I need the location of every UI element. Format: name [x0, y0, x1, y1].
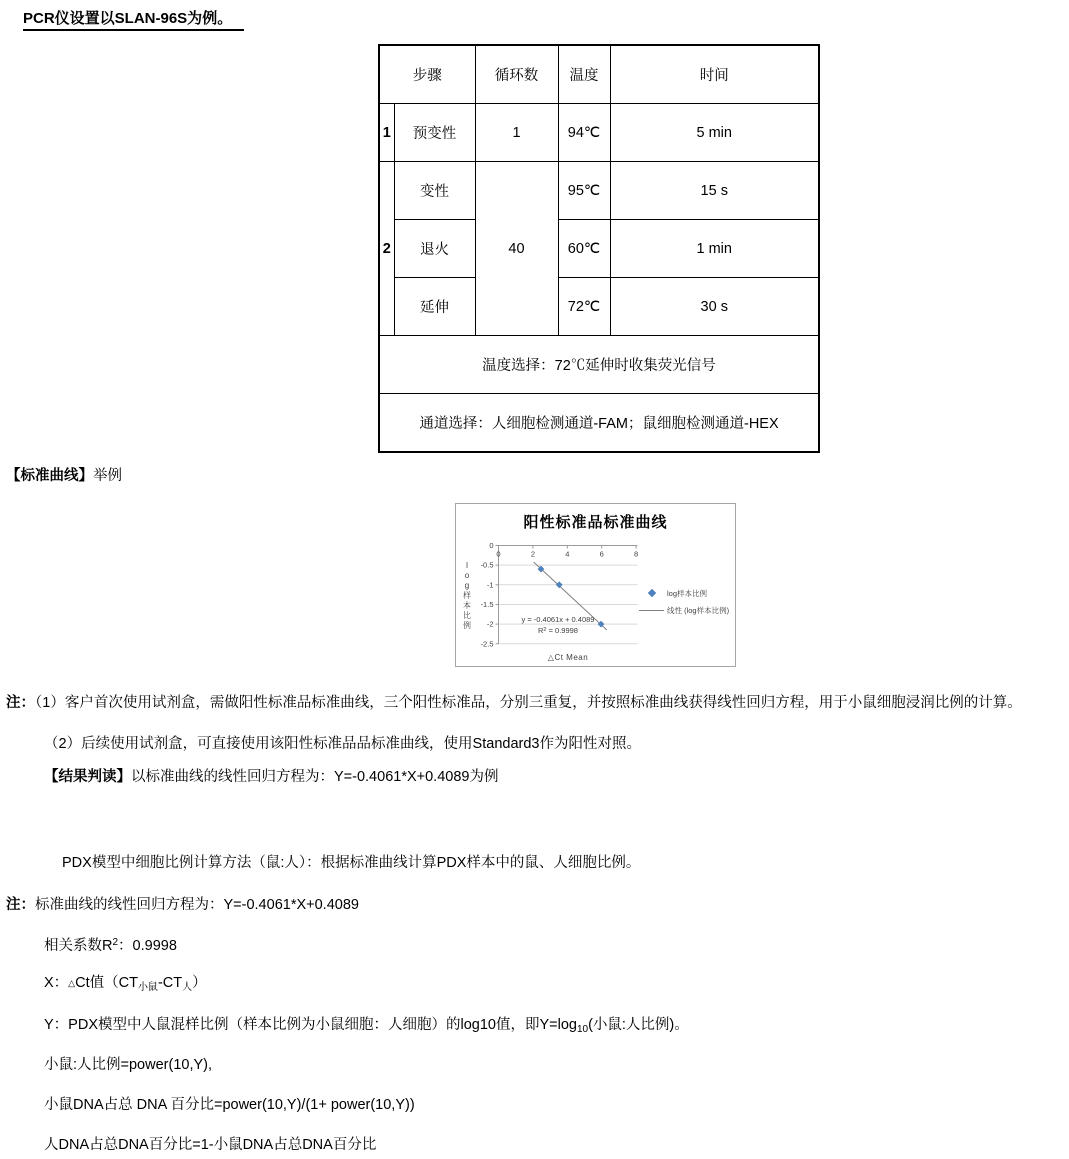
header-time: 时间	[610, 45, 819, 104]
mouse-dna-formula-line: 小鼠DNA占总 DNA 百分比=power(10,Y)/(1+ power(10,Y))	[44, 1097, 415, 1113]
header-cycles: 循环数	[475, 45, 558, 104]
svg-text:4: 4	[565, 549, 570, 559]
cell-time-15s: 15 s	[610, 162, 819, 220]
cell-temp-72: 72℃	[558, 278, 610, 336]
table-row-denaturation	[379, 162, 819, 220]
diamond-marker-icon	[647, 589, 655, 597]
svg-text:8: 8	[634, 549, 639, 559]
ratio-formula-line: 小鼠:人比例=power(10,Y),	[44, 1057, 213, 1073]
cell-step-annealing: 退火	[394, 220, 475, 278]
header-step: 步骤	[379, 45, 475, 104]
cell-step-predenaturation: 预变性	[394, 104, 475, 162]
cell-time-30s: 30 s	[610, 278, 819, 336]
svg-text:-1.5: -1.5	[480, 599, 494, 609]
table-row-channel-select	[379, 394, 819, 453]
cell-step-no-2: 2	[379, 162, 394, 336]
table-header-row	[379, 45, 819, 104]
svg-text:6: 6	[599, 549, 604, 559]
page-title: PCR仪设置以SLAN-96S为例。	[23, 7, 244, 31]
cell-cycles-1: 1	[475, 104, 558, 162]
line-marker-icon	[639, 610, 664, 611]
chart-title: 阳性标准品标准曲线	[523, 513, 668, 531]
svg-text:-2: -2	[486, 619, 494, 629]
svg-text:0: 0	[489, 541, 494, 550]
r-squared-line: 相关系数$R^2$：0.9998	[44, 937, 177, 954]
svg-text:0: 0	[496, 549, 501, 559]
y-axis-title: l o g 样 本 比 例	[463, 561, 471, 630]
cell-temp-94: 94℃	[558, 104, 610, 162]
x-axis-title: △Ct Mean	[547, 653, 589, 662]
human-dna-formula-line: 人DNA占总DNA百分比=1-小鼠DNA占总DNA百分比	[44, 1137, 377, 1153]
svg-text:-0.5: -0.5	[480, 560, 494, 570]
legend-label-trendline: 线性 (log样本比例)	[667, 605, 730, 615]
table-row-annealing	[379, 220, 819, 278]
cell-cycles-40: 40	[475, 162, 558, 336]
svg-text:-1: -1	[486, 580, 494, 590]
r-squared-text: $R^2 = 0.9998$	[538, 626, 578, 635]
cell-time-5min: 5 min	[610, 104, 819, 162]
header-temp: 温度	[558, 45, 610, 104]
section-label-bold: 【标准曲线】	[6, 468, 93, 484]
svg-text:2: 2	[530, 549, 535, 559]
pcr-program-table	[378, 44, 820, 453]
equation-text: y = -0.4061x + 0.4089	[521, 615, 595, 624]
y-definition-line: Y：PDX模型中人鼠混样比例（样本比例为小鼠细胞：人细胞）的log10值，即$Y=\log_{10}$(小鼠:人比例)。	[44, 1017, 689, 1035]
cell-step-denaturation: 变性	[394, 162, 475, 220]
legend-item-trendline	[639, 604, 729, 616]
cell-temp-select: 温度选择：72℃延伸时收集荧光信号	[379, 336, 819, 394]
cell-step-extension: 延伸	[394, 278, 475, 336]
result-interpretation-line: 【结果判读】以标准曲线的线性回归方程为：Y=-0.4061*X+0.4089为例	[44, 769, 499, 785]
table-row-predenaturation	[379, 104, 819, 162]
standard-curve-chart	[455, 503, 736, 667]
table-row-temp-select	[379, 336, 819, 394]
cell-channel-select: 通道选择：人细胞检测通道-FAM；鼠细胞检测通道-HEX	[379, 394, 819, 453]
x-definition-line: X：△Ct值$(CT_{小鼠}-CT_人)$	[44, 975, 207, 993]
pdx-method-line: PDX模型中细胞比例计算方法（鼠:人）：根据标准曲线计算PDX样本中的鼠、人细胞比例。	[62, 855, 641, 871]
section-label-rest: 举例	[93, 468, 122, 484]
trendline-equation	[496, 615, 620, 636]
note-1-line: 注：（1）客户首次使用试剂盒，需做阳性标准品标准曲线，三个阳性标准品，分别三重复，并按照标准曲线获得线性回归方程，用于小鼠细胞浸润比例的计算。	[6, 695, 1022, 711]
note-3-line: 注：标准曲线的线性回归方程为：Y=-0.4061*X+0.4089	[6, 897, 359, 913]
cell-step-no-1: 1	[379, 104, 394, 162]
cell-temp-60: 60℃	[558, 220, 610, 278]
note-2-line: （2）后续使用试剂盒，可直接使用该阳性标准品品标准曲线，使用Standard3作为阳性对照。	[44, 736, 641, 752]
cell-temp-95: 95℃	[558, 162, 610, 220]
svg-text:-2.5: -2.5	[480, 639, 494, 649]
standard-curve-section-label	[6, 464, 122, 485]
cell-time-1min: 1 min	[610, 220, 819, 278]
legend-item-points	[639, 587, 707, 599]
legend-label-points: log样本比例	[667, 588, 708, 598]
table-row-extension	[379, 278, 819, 336]
